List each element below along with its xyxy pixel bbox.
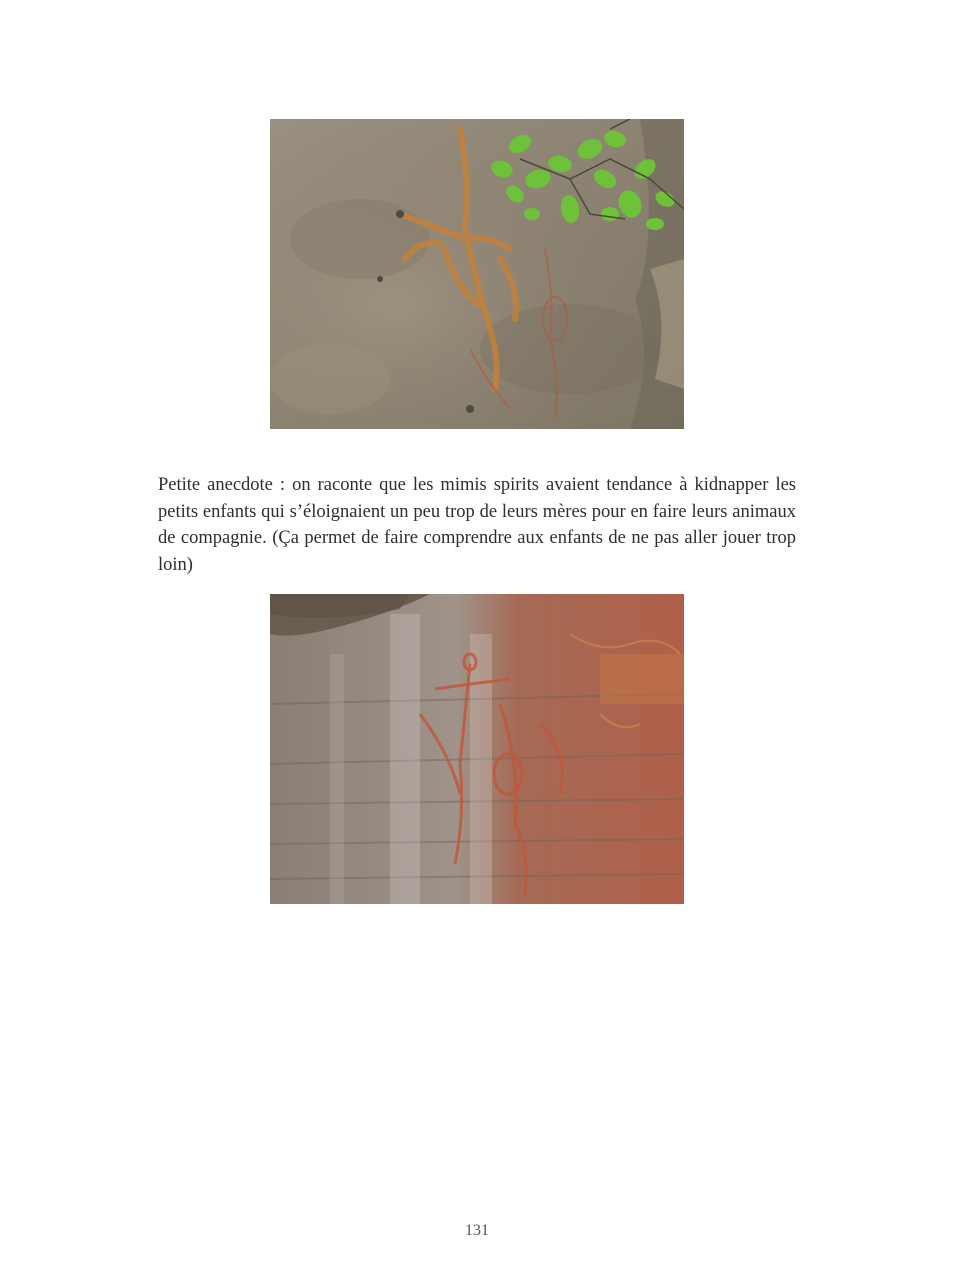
rock-art-photo-1 [270, 119, 684, 429]
anecdote-paragraph: Petite anecdote : on raconte que les mimis spirits avaient tendance à kidnapper les petits enfants qui s’éloignaient un peu trop de leurs mères pour en faire leurs animaux de compagnie. (Ça permet de faire comprendre aux enfants de ne pas aller jouer trop loin) [158, 475, 796, 575]
rock-art-photo-2 [270, 594, 684, 904]
page-number: 131 [465, 1222, 489, 1239]
